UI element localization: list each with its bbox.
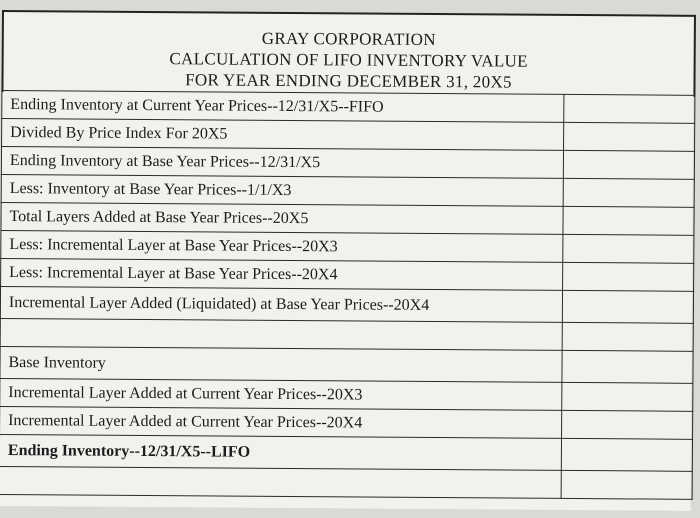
lifo-calculation-table	[0, 90, 695, 500]
amount-cell[interactable]	[562, 382, 693, 411]
amount-cell[interactable]	[563, 234, 694, 263]
table-row	[0, 346, 693, 383]
row-label: Total Layers Added at Base Year Prices--20X5	[1, 202, 563, 234]
amount-cell[interactable]	[564, 94, 695, 123]
report-title: CALCULATION OF LIFO INVENTORY VALUE	[169, 49, 528, 71]
amount-cell[interactable]	[563, 262, 694, 291]
report-period: FOR YEAR ENDING DECEMBER 31, 20X5	[185, 70, 512, 92]
row-label: Incremental Layer Added at Current Year Prices--20X4	[0, 406, 562, 438]
company-name: GRAY CORPORATION	[261, 28, 436, 50]
row-label: Incremental Layer Added (Liquidated) at Base Year Prices--20X4	[0, 286, 562, 322]
row-label: Incremental Layer Added at Current Year Prices--20X3	[0, 378, 562, 410]
row-label: Ending Inventory at Base Year Prices--12/31/X5	[1, 147, 563, 179]
table-row	[0, 286, 693, 323]
table-row-total	[0, 434, 693, 471]
row-label: Divided By Price Index For 20X5	[2, 119, 564, 151]
amount-cell[interactable]	[562, 350, 693, 383]
table-row-blank	[0, 466, 692, 499]
amount-cell[interactable]	[564, 122, 695, 151]
row-label	[0, 318, 562, 350]
amount-cell[interactable]	[562, 322, 693, 351]
row-label	[0, 466, 561, 498]
row-label: Ending Inventory--12/31/X5--LIFO	[0, 434, 562, 470]
row-label: Less: Incremental Layer at Base Year Prices--20X3	[1, 230, 563, 262]
amount-cell[interactable]	[562, 290, 693, 323]
amount-cell[interactable]	[561, 438, 692, 471]
amount-cell[interactable]	[563, 206, 694, 235]
row-label: Less: Inventory at Base Year Prices--1/1/X3	[1, 174, 563, 206]
title-block	[1, 10, 696, 97]
amount-cell[interactable]	[561, 470, 692, 499]
row-label: Less: Incremental Layer at Base Year Prices--20X4	[1, 258, 563, 290]
worksheet	[0, 10, 694, 511]
amount-cell[interactable]	[563, 150, 694, 179]
amount-cell[interactable]	[563, 178, 694, 207]
row-label: Base Inventory	[0, 346, 562, 382]
row-label: Ending Inventory at Current Year Prices--12/31/X5--FIFO	[2, 91, 564, 123]
amount-cell[interactable]	[562, 410, 693, 439]
